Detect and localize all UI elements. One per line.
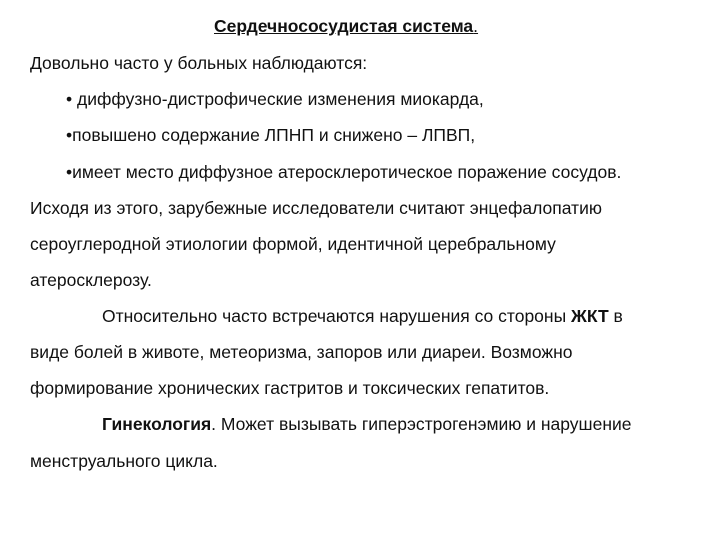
paragraph-line: Исходя из этого, зарубежные исследователи считают энцефалопатию xyxy=(30,198,602,218)
gynecology-term: Гинекология xyxy=(102,414,212,434)
heading xyxy=(214,15,478,37)
paragraph-line: сероуглеродной этиологии формой, идентичной церебральному xyxy=(30,234,556,254)
bullet-item: •имеет место диффузное атеросклеротическое поражение сосудов. xyxy=(66,162,622,182)
gi-intro-text: Относительно часто встречаются нарушения со стороны xyxy=(102,306,572,326)
gi-term: ЖКТ xyxy=(571,306,609,326)
bullet-item: • диффузно-дистрофические изменения миокарда, xyxy=(66,89,484,109)
paragraph-line: формирование хронических гастритов и токсических гепатитов. xyxy=(30,378,550,398)
gi-intro-tail: в xyxy=(608,306,623,326)
paragraph-line: атеросклерозу. xyxy=(30,270,152,290)
intro-text: Довольно часто у больных наблюдаются: xyxy=(30,53,368,73)
heading-period: . xyxy=(473,16,479,36)
paragraph-line xyxy=(102,305,623,327)
heading-title: Сердечнососудистая система xyxy=(214,16,474,36)
gynecology-text: . Может вызывать гиперэстрогенэмию и нарушение xyxy=(211,414,632,434)
paragraph-line: виде болей в животе, метеоризма, запоров или диареи. Возможно xyxy=(30,342,573,362)
paragraph-line: менструального цикла. xyxy=(30,451,218,471)
paragraph-line xyxy=(102,413,632,435)
bullet-item: •повышено содержание ЛПНП и снижено – ЛПВП, xyxy=(66,125,476,145)
